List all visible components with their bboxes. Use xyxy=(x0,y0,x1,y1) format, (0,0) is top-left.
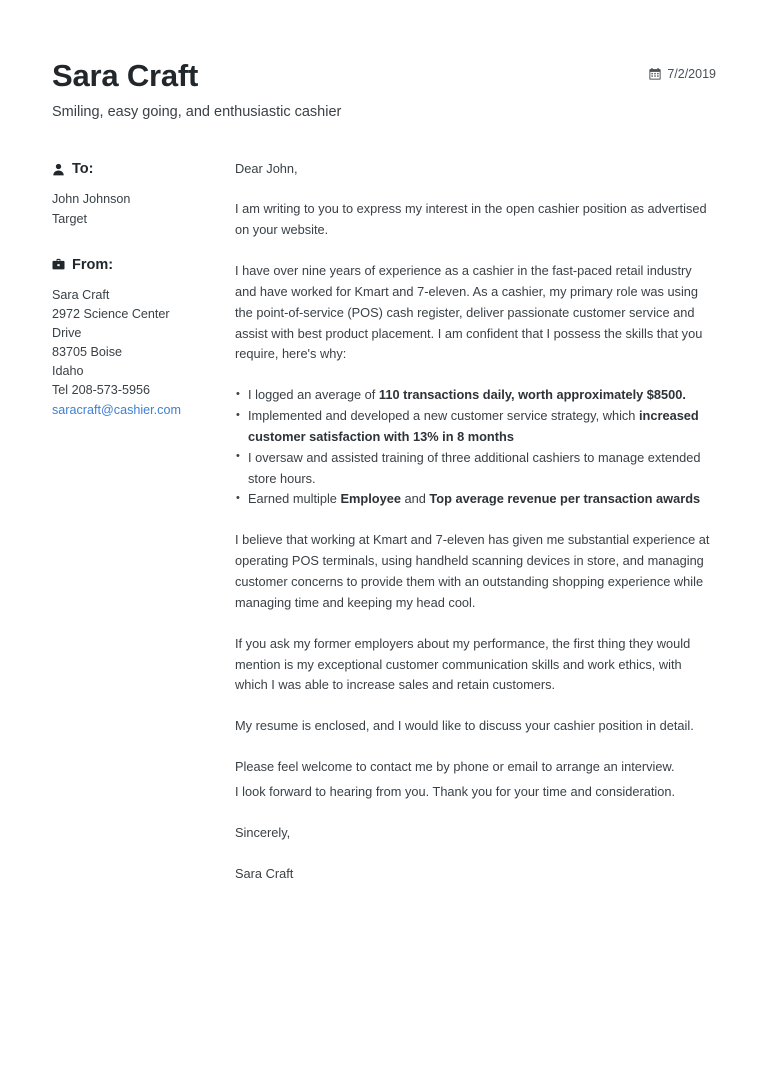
bullet-1-text: I logged an average of xyxy=(248,387,379,403)
letter-date: 7/2/2019 xyxy=(667,67,716,81)
bullet-3-text: I oversaw and assisted training of three additional cashiers to manage extended store hours. xyxy=(248,449,701,486)
sender-postal-city: 83705 Boise xyxy=(52,345,123,360)
letter-content xyxy=(234,155,716,884)
recipient-company: Target xyxy=(52,211,88,226)
letter-header xyxy=(52,58,716,121)
sender-heading xyxy=(52,257,234,273)
recipient-section xyxy=(52,161,234,228)
header-tagline: Smiling, easy going, and enthusiastic cashier xyxy=(52,103,342,120)
paragraph-3: I believe that working at Kmart and 7-eleven has given me substantial experience at operating POS terminals, using handheld scanning devices in store, and managing customer concerns to provide them with an outstanding shopping experience while managing time and keeping my head cool. xyxy=(235,532,710,610)
bullet-1-bold: 110 transactions daily, worth approximately $8500. xyxy=(378,387,686,403)
sender-address-line-1: 2972 Science Center xyxy=(52,306,170,321)
sender-phone: Tel 208-573-5956 xyxy=(52,383,151,398)
bullet-4-text: Earned multiple xyxy=(248,491,341,507)
sign-off: Sincerely, xyxy=(235,824,291,840)
salutation: Dear John, xyxy=(235,161,298,177)
contact-sidebar xyxy=(52,155,234,419)
sender-heading-label: From: xyxy=(72,256,114,273)
paragraph-4: If you ask my former employers about my performance, the first thing they would mention is my exceptional customer communication skills and work ethics, with which I was able to increase sales and retain customers. xyxy=(235,635,691,693)
calendar-icon xyxy=(649,68,661,80)
date-block xyxy=(649,67,716,81)
list-item xyxy=(235,385,716,406)
sender-address-line-2: Drive xyxy=(52,326,82,341)
bullet-4-mid: and xyxy=(400,491,430,507)
sender-name: Sara Craft xyxy=(52,287,110,302)
list-item xyxy=(235,448,716,490)
paragraph-1: I am writing to you to express my interest in the open cashier position as advertised on your website. xyxy=(235,201,707,238)
list-item xyxy=(235,406,716,448)
recipient-heading-label: To: xyxy=(72,161,94,178)
paragraph-2: I have over nine years of experience as a cashier in the fast-paced retail industry and have worked for Kmart and 7-eleven. As a cashier, my primary role was using the point-of-service (POS) cash register, deliver passionate customer service and assist with best product placement. I am confident that I possess the skills that you require, here's why: xyxy=(235,263,703,362)
recipient-heading xyxy=(52,161,234,177)
paragraph-6-line-2: I look forward to hearing from you. Thank you for your time and consideration. xyxy=(235,783,676,799)
sender-email-link[interactable]: saracraft@cashier.com xyxy=(52,402,181,417)
bullet-4-bold-1: Employee xyxy=(340,491,401,507)
bullet-2-text: Implemented and developed a new customer service strategy, which xyxy=(248,408,639,424)
sender-section xyxy=(52,257,234,420)
person-icon xyxy=(52,163,65,176)
paragraph-6-line-1: Please feel welcome to contact me by phone or email to arrange an interview. xyxy=(235,759,675,775)
page-title: Sara Craft xyxy=(52,58,199,93)
paragraph-5: My resume is enclosed, and I would like to discuss your cashier position in detail. xyxy=(235,718,694,734)
signature-name: Sara Craft xyxy=(235,865,294,881)
bullet-4-bold-2: Top average revenue per transaction awards xyxy=(429,491,701,507)
letter-body-columns xyxy=(52,155,716,884)
achievements-list xyxy=(235,385,716,510)
list-item xyxy=(235,489,716,510)
recipient-name: John Johnson xyxy=(52,192,131,207)
sender-state: Idaho xyxy=(52,364,84,379)
briefcase-icon xyxy=(52,258,65,271)
bullet-2-bold: increased customer satisfaction with 13% in 8 months xyxy=(248,408,699,444)
